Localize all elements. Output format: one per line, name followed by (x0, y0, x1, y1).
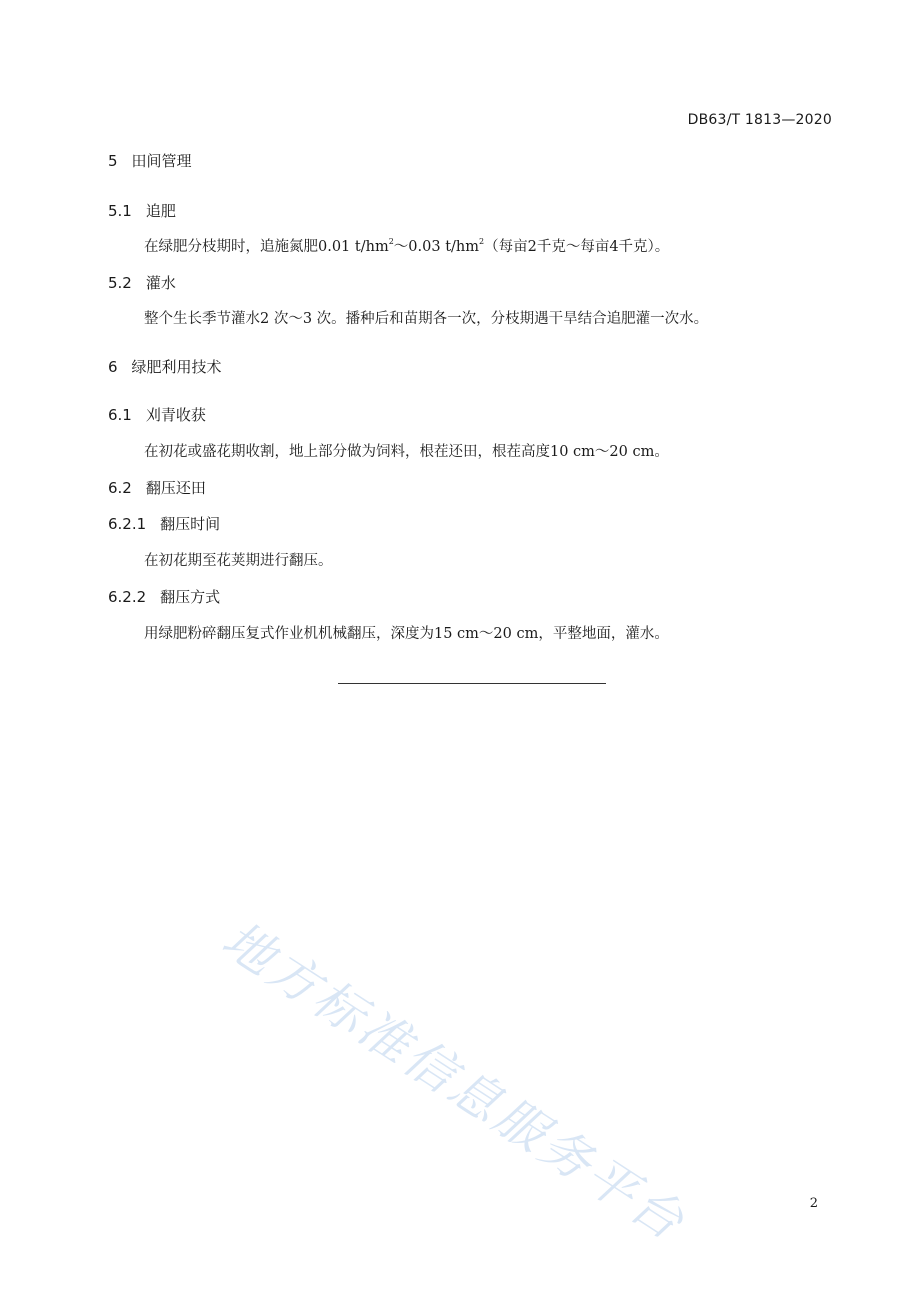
end-of-document-rule (338, 683, 606, 684)
section-title: 灌水 (145, 274, 176, 292)
section-number: 6.2 (108, 479, 132, 497)
section-title: 刈青收获 (145, 406, 206, 424)
section-title: 田间管理 (131, 152, 192, 170)
section-title: 追肥 (145, 202, 176, 220)
section-title: 翻压方式 (160, 588, 221, 606)
section-6-heading (108, 356, 222, 377)
section-number: 6.2.1 (108, 515, 147, 533)
section-number: 5 (108, 152, 118, 170)
section-6-1-heading (108, 404, 206, 425)
section-5-heading (108, 150, 192, 171)
section-6-2-2-paragraph: 用绿肥粉碎翻压复式作业机机械翻压，深度为15 cm～20 cm，平整地面，灌水。 (144, 626, 669, 642)
section-5-1-paragraph (144, 235, 669, 256)
section-title: 翻压时间 (160, 515, 221, 533)
section-5-2-paragraph: 整个生长季节灌水2 次～3 次。播种后和苗期各一次，分枝期遇干旱结合追肥灌一次水。 (144, 311, 709, 327)
page-number: 2 (809, 1196, 818, 1211)
section-number: 5.1 (108, 202, 132, 220)
section-5-2-heading (108, 272, 176, 293)
section-6-2-heading (108, 477, 206, 498)
standard-code: DB63/T 1813—2020 (687, 112, 832, 128)
section-6-2-1-heading (108, 513, 220, 534)
section-6-2-2-heading (108, 586, 220, 607)
section-number: 6.1 (108, 406, 132, 424)
section-5-1-heading (108, 200, 176, 221)
section-number: 6 (108, 358, 118, 376)
text-run: 在绿肥分枝期时，追施氮肥0.01 t/hm (144, 239, 389, 255)
section-title: 翻压还田 (145, 479, 206, 497)
watermark: 地方标准信息服务平台 (212, 910, 697, 1253)
text-run: ～0.03 t/hm (393, 239, 479, 255)
section-number: 6.2.2 (108, 588, 147, 606)
superscript: 2 (388, 237, 394, 246)
section-number: 5.2 (108, 274, 132, 292)
section-title: 绿肥利用技术 (131, 358, 222, 376)
section-6-1-paragraph: 在初花或盛花期收割，地上部分做为饲料，根茬还田，根茬高度10 cm～20 cm。 (144, 444, 669, 460)
text-run: （每亩2千克～每亩4千克）。 (484, 239, 670, 255)
superscript: 2 (479, 237, 485, 246)
section-6-2-1-paragraph: 在初花期至花荚期进行翻压。 (144, 553, 333, 569)
